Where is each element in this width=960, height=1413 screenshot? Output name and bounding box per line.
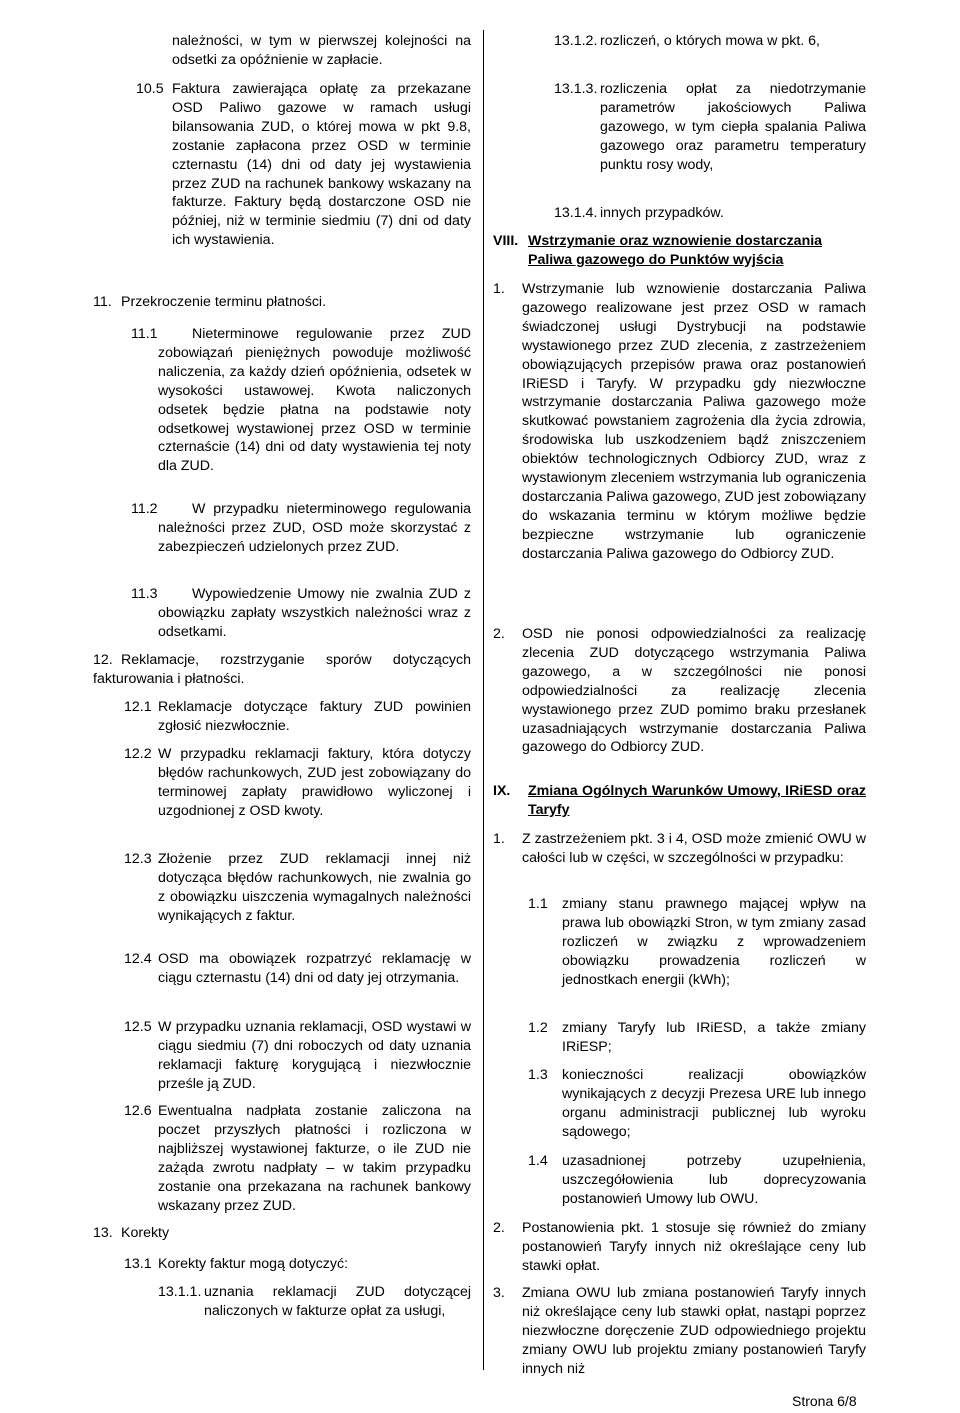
item-number: 2. — [493, 626, 505, 642]
paragraph-11-3: Wypowiedzenie Umowy nie zwalnia ZUD z obowiązku zapłaty wszystkich należności wraz z odsetkami. — [158, 586, 471, 640]
paragraph-number: 12.3 — [124, 851, 152, 867]
section-number: VIII. — [493, 233, 519, 249]
section-ix-item-1-3: konieczności realizacji obowiązków wynikających z decyzji Prezesa URE lub innego organu administracji publicznej lub wyroku sądowego; — [562, 1067, 866, 1140]
paragraph-11-2: W przypadku nieterminowego regulowania należności przez ZUD, OSD może skorzystać z zabezpieczeń udzielonych przez ZUD. — [158, 501, 471, 555]
paragraph-12-1: Reklamacje dotyczące faktury ZUD powinien zgłosić niezwłocznie. — [158, 699, 471, 734]
section-ix-title: Zmiana Ogólnych Warunków Umowy, IRiESD oraz Taryfy — [528, 783, 866, 818]
paragraph-13-1: Korekty faktur mogą dotyczyć: — [158, 1256, 349, 1272]
paragraph-number: 13.1.2. — [554, 33, 598, 49]
item-number: 2. — [493, 1220, 505, 1236]
paragraph-13-1-1: uznania reklamacji ZUD dotyczącej naliczonych w fakturze opłat za usługi, — [204, 1284, 471, 1319]
item-number: 1.3 — [528, 1067, 548, 1083]
paragraph-11-1: Nieterminowe regulowanie przez ZUD zobowiązań pieniężnych powoduje możliwość naliczenia, za każdy dzień opóźnienia, odsetek w wysokości ustawowej. Kwota naliczonych odsetek będzie płatna na podstawie noty odsetkowej wystawionej przez OSD w terminie czternaście (14) dni od daty wystawienia tej noty dla ZUD. — [158, 326, 471, 475]
section-ix-item-2: Postanowienia pkt. 1 stosuje się również do zmiany postanowień Taryfy innych niż określające ceny lub stawki opłat. — [522, 1220, 866, 1274]
section-number: 11. — [93, 294, 112, 310]
section-number: 13. — [93, 1225, 113, 1241]
section-ix-item-1-1: zmiany stanu prawnego mającej wpływ na prawa lub obowiązki Stron, w tym zmiany zasad rozliczeń w związku z wprowadzeniem obowiązku prowadzenia rozliczeń w jednostkach energii (kWh); — [562, 896, 866, 988]
paragraph-number: 12.4 — [124, 951, 152, 967]
section-viii-item-2: OSD nie ponosi odpowiedzialności za realizację zlecenia ZUD dotyczącego wstrzymania Paliwa gazowego, a w szczególności nie ponosi odpowiedzialności za realizację zlecenia wystawionego przez ZUD pomimo braku przesłanek uzasadniających wstrzymanie dostarczania Paliwa gazowego do Odbiorcy ZUD. — [522, 626, 866, 756]
item-number: 1.4 — [528, 1153, 548, 1169]
section-12-title: Reklamacje, rozstrzyganie sporów dotyczących fakturowania i płatności. — [93, 652, 471, 687]
section-viii-title: Wstrzymanie oraz wznowienie dostarczania Paliwa gazowego do Punktów wyjścia — [528, 233, 823, 268]
section-ix-item-1: Z zastrzeżeniem pkt. 3 i 4, OSD może zmienić OWU w całości lub w części, w szczególności w przypadku: — [522, 831, 866, 866]
section-ix-item-1-2: zmiany Taryfy lub IRiESD, a także zmiany IRiESP; — [562, 1020, 866, 1055]
paragraph-number: 13.1.4. — [554, 205, 598, 221]
section-ix-item-1-4: uzasadnionej potrzeby uzupełnienia, uszczegółowienia lub doprecyzowania postanowień Umowy lub OWU. — [562, 1153, 866, 1207]
paragraph-number: 12.2 — [124, 746, 152, 762]
paragraph-10-4-tail: należności, w tym w pierwszej kolejności na odsetki za opóźnienie w zapłacie. — [172, 33, 471, 68]
item-number: 3. — [493, 1285, 505, 1301]
section-number: IX. — [493, 783, 511, 799]
paragraph-number: 11.2 — [131, 501, 158, 517]
page-number: Strona 6/8 — [792, 1393, 857, 1409]
paragraph-number: 11.3 — [131, 586, 158, 602]
paragraph-13-1-4: innych przypadków. — [600, 205, 724, 221]
paragraph-12-5: W przypadku uznania reklamacji, OSD wystawi w ciągu siedmiu (7) dni roboczych od daty uznania reklamacji fakturę korygującą i niezwłocznie prześle ją ZUD. — [158, 1019, 471, 1092]
paragraph-12-4: OSD ma obowiązek rozpatrzyć reklamację w ciągu czternastu (14) dni od daty jej otrzymania. — [158, 951, 471, 986]
paragraph-13-1-3: rozliczenia opłat za niedotrzymanie parametrów jakościowych Paliwa gazowego, w tym ciepła spalania Paliwa gazowego oraz parametru temperatury punktu rosy wody, — [600, 81, 866, 173]
section-13-title: Korekty — [121, 1225, 170, 1241]
item-number: 1.1 — [528, 896, 548, 912]
paragraph-number: 12.1 — [124, 699, 152, 715]
paragraph-number: 13.1.3. — [554, 81, 598, 97]
paragraph-number: 10.5 — [136, 81, 164, 97]
paragraph-10-5: Faktura zawierająca opłatę za przekazane OSD Paliwo gazowe w ramach usługi bilansowania ZUD, o której mowa w pkt 9.8, zostanie zapłacona przez OSD w terminie czternastu (14) dni od daty jej wystawienia przez ZUD na rachunek bankowy wskazany na fakturze. Faktury będą dostarczone OSD nie później, niż w terminie siedmiu (7) dni od daty ich wystawienia. — [172, 81, 471, 249]
paragraph-number: 11.1 — [131, 326, 158, 342]
paragraph-number: 12.6 — [124, 1103, 152, 1119]
paragraph-12-2: W przypadku reklamacji faktury, która dotyczy błędów rachunkowych, ZUD jest zobowiązany do terminowej zapłaty prawidłowo wyliczonej i uzgodnionej z OSD kwoty. — [158, 746, 471, 819]
paragraph-number: 13.1.1. — [158, 1284, 202, 1300]
item-number: 1.2 — [528, 1020, 548, 1036]
section-11-title: Przekroczenie terminu płatności. — [121, 294, 327, 310]
item-number: 1. — [493, 281, 505, 297]
paragraph-12-3: Złożenie przez ZUD reklamacji innej niż dotycząca błędów rachunkowych, nie zwalnia go z obowiązku uiszczenia wymagalnych należności wynikających z faktur. — [158, 851, 471, 924]
paragraph-13-1-2: rozliczeń, o których mowa w pkt. 6, — [600, 33, 820, 49]
section-number: 12. — [93, 652, 113, 668]
paragraph-number: 12.5 — [124, 1019, 152, 1035]
column-divider — [483, 30, 484, 1370]
paragraph-12-6: Ewentualna nadpłata zostanie zaliczona na poczet przyszłych płatności i rozliczona w najbliższej wystawionej fakturze, o ile ZUD nie zażąda zwrotu nadpłaty – w takim przypadku zostanie ona przekazana na rachunek bankowy wskazany przez ZUD. — [158, 1103, 471, 1214]
paragraph-number: 13.1 — [124, 1256, 152, 1272]
item-number: 1. — [493, 831, 505, 847]
section-ix-item-3: Zmiana OWU lub zmiana postanowień Taryfy innych niż określające ceny lub stawki opłat, nastąpi poprzez niezwłoczne doręczenie ZUD odpowiedniego projektu zmiany OWU lub projektu zmiany postanowień Taryfy innych niż — [522, 1285, 866, 1377]
section-viii-item-1: Wstrzymanie lub wznowienie dostarczania Paliwa gazowego realizowane jest przez OSD w ramach świadczonej usługi Dystrybucji na podstawie wystawionego przez ZUD zlecenia, z zastrzeżeniem obowiązujących przepisów prawa oraz postanowień IRiESD i Taryfy. W przypadku gdy niezwłoczne wstrzymanie dostarczania Paliwa gazowego może skutkować powstaniem zagrożenia dla życia zdrowia, środowiska lub uszkodzeniem bądź zniszczeniem obiektów technologicznych Odbiorcy ZUD, wraz z wystawionym zleceniem wstrzymania lub ograniczenia dostarczania Paliwa gazowego, ZUD jest zobowiązany do wskazania terminu w którym możliwe będzie bezpieczne wstrzymanie lub ograniczenie dostarczania Paliwa gazowego do Odbiorcy ZUD. — [522, 281, 866, 562]
